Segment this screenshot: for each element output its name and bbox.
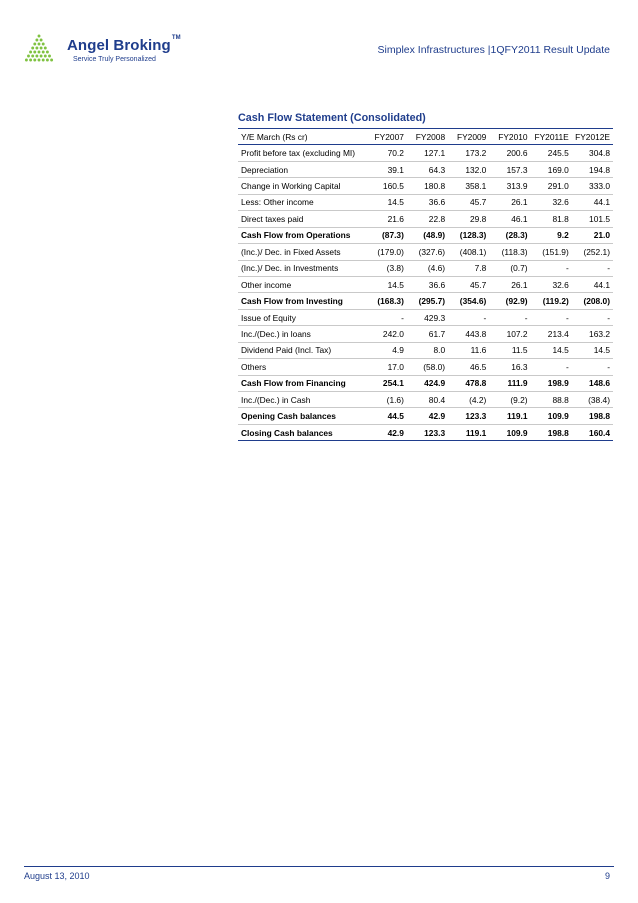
cell-value: 478.8	[448, 375, 489, 391]
cell-value: 424.9	[407, 375, 448, 391]
cell-value: 313.9	[489, 178, 530, 194]
row-label: Inc./(Dec.) in loans	[238, 326, 366, 342]
cell-value: (4.2)	[448, 392, 489, 408]
column-header-year: FY2007	[366, 129, 407, 145]
cell-value: -	[531, 359, 572, 375]
cell-value: 245.5	[531, 145, 572, 161]
cell-value: -	[489, 309, 530, 325]
table-row	[238, 359, 613, 375]
cell-value: 291.0	[531, 178, 572, 194]
cell-value: (58.0)	[407, 359, 448, 375]
cell-value: (208.0)	[572, 293, 613, 309]
cell-value: 42.9	[366, 424, 407, 440]
cell-value: 127.1	[407, 145, 448, 161]
cell-value: (1.6)	[366, 392, 407, 408]
table-row	[238, 211, 613, 227]
cell-value: 26.1	[489, 194, 530, 210]
cell-value: 14.5	[572, 342, 613, 358]
cell-value: 123.3	[407, 424, 448, 440]
cell-value: 14.5	[366, 194, 407, 210]
row-label: Opening Cash balances	[238, 408, 366, 424]
cell-value: 7.8	[448, 260, 489, 276]
brand-tagline: Service Truly Personalized	[73, 56, 156, 63]
cell-value: 198.8	[531, 424, 572, 440]
row-label: (Inc.)/ Dec. in Fixed Assets	[238, 244, 366, 260]
column-header-label: Y/E March (Rs cr)	[238, 129, 366, 145]
cell-value: 29.8	[448, 211, 489, 227]
cell-value: 358.1	[448, 178, 489, 194]
column-header-year: FY2012E	[572, 129, 613, 145]
cell-value: 11.5	[489, 342, 530, 358]
cell-value: 109.9	[489, 424, 530, 440]
row-label: (Inc.)/ Dec. in Investments	[238, 260, 366, 276]
cell-value: 22.8	[407, 211, 448, 227]
table-row	[238, 244, 613, 260]
cell-value: 46.1	[489, 211, 530, 227]
row-label: Dividend Paid (Incl. Tax)	[238, 342, 366, 358]
row-label: Cash Flow from Financing	[238, 375, 366, 391]
cell-value: 9.2	[531, 227, 572, 243]
row-label: Less: Other income	[238, 194, 366, 210]
cell-value: 198.8	[572, 408, 613, 424]
table-row	[238, 276, 613, 292]
table-row	[238, 424, 613, 440]
cash-flow-table	[238, 129, 613, 441]
cell-value: (92.9)	[489, 293, 530, 309]
table-row	[238, 227, 613, 243]
column-header-year: FY2009	[448, 129, 489, 145]
cell-value: 21.6	[366, 211, 407, 227]
cell-value: (408.1)	[448, 244, 489, 260]
cell-value: (252.1)	[572, 244, 613, 260]
cell-value: 80.4	[407, 392, 448, 408]
cell-value: (179.0)	[366, 244, 407, 260]
cell-value: -	[531, 309, 572, 325]
cell-value: (119.2)	[531, 293, 572, 309]
cell-value: 14.5	[366, 276, 407, 292]
cell-value: 44.1	[572, 276, 613, 292]
cell-value: 101.5	[572, 211, 613, 227]
row-label: Inc./(Dec.) in Cash	[238, 392, 366, 408]
cell-value: 429.3	[407, 309, 448, 325]
cell-value: 160.5	[366, 178, 407, 194]
cell-value: 173.2	[448, 145, 489, 161]
table-row	[238, 161, 613, 177]
cell-value: 242.0	[366, 326, 407, 342]
cell-value: 109.9	[531, 408, 572, 424]
cell-value: 45.7	[448, 276, 489, 292]
cell-value: 119.1	[489, 408, 530, 424]
cell-value: (168.3)	[366, 293, 407, 309]
table-row	[238, 309, 613, 325]
row-label: Change in Working Capital	[238, 178, 366, 194]
table-header-row	[238, 129, 613, 145]
cell-value: (38.4)	[572, 392, 613, 408]
table-row	[238, 194, 613, 210]
cell-value: (0.7)	[489, 260, 530, 276]
cell-value: (118.3)	[489, 244, 530, 260]
cell-value: (48.9)	[407, 227, 448, 243]
row-label: Closing Cash balances	[238, 424, 366, 440]
cell-value: 14.5	[531, 342, 572, 358]
cell-value: 11.6	[448, 342, 489, 358]
footer-rule	[24, 866, 614, 867]
cell-value: 61.7	[407, 326, 448, 342]
cell-value: 42.9	[407, 408, 448, 424]
cell-value: 32.6	[531, 194, 572, 210]
column-header-year: FY2008	[407, 129, 448, 145]
cell-value: 26.1	[489, 276, 530, 292]
cell-value: 44.5	[366, 408, 407, 424]
cell-value: 46.5	[448, 359, 489, 375]
table-row	[238, 408, 613, 424]
cell-value: 36.6	[407, 276, 448, 292]
cell-value: 45.7	[448, 194, 489, 210]
cell-value: (87.3)	[366, 227, 407, 243]
column-header-year: FY2011E	[531, 129, 572, 145]
cell-value: 443.8	[448, 326, 489, 342]
trademark-mark: TM	[171, 35, 181, 41]
cash-flow-table-section	[238, 110, 613, 441]
cell-value: 36.6	[407, 194, 448, 210]
cell-value: (3.8)	[366, 260, 407, 276]
cell-value: 17.0	[366, 359, 407, 375]
cell-value: 169.0	[531, 161, 572, 177]
cell-value: 70.2	[366, 145, 407, 161]
table-row	[238, 342, 613, 358]
cell-value: 44.1	[572, 194, 613, 210]
cell-value: (354.6)	[448, 293, 489, 309]
table-row	[238, 145, 613, 161]
cell-value: (151.9)	[531, 244, 572, 260]
cell-value: 163.2	[572, 326, 613, 342]
cell-value: 111.9	[489, 375, 530, 391]
cell-value: 198.9	[531, 375, 572, 391]
cell-value: 304.8	[572, 145, 613, 161]
cell-value: 157.3	[489, 161, 530, 177]
table-row	[238, 326, 613, 342]
cell-value: (128.3)	[448, 227, 489, 243]
cell-value: 8.0	[407, 342, 448, 358]
table-row	[238, 178, 613, 194]
row-label: Depreciation	[238, 161, 366, 177]
cell-value: (4.6)	[407, 260, 448, 276]
cell-value: -	[572, 260, 613, 276]
row-label: Cash Flow from Investing	[238, 293, 366, 309]
cell-value: -	[572, 309, 613, 325]
row-label: Others	[238, 359, 366, 375]
table-row	[238, 293, 613, 309]
row-label: Profit before tax (excluding MI)	[238, 145, 366, 161]
page-header	[0, 0, 638, 80]
page-number: 9	[604, 871, 610, 881]
angel-broking-logo	[24, 33, 184, 71]
cell-value: 160.4	[572, 424, 613, 440]
cell-value: 254.1	[366, 375, 407, 391]
cell-value: 123.3	[448, 408, 489, 424]
row-label: Other income	[238, 276, 366, 292]
cell-value: 4.9	[366, 342, 407, 358]
cell-value: -	[531, 260, 572, 276]
cell-value: 200.6	[489, 145, 530, 161]
cell-value: 16.3	[489, 359, 530, 375]
cell-value: 132.0	[448, 161, 489, 177]
brand-name: Angel Broking™	[67, 35, 181, 54]
cell-value: (295.7)	[407, 293, 448, 309]
cell-value: 333.0	[572, 178, 613, 194]
cell-value: 39.1	[366, 161, 407, 177]
cell-value: -	[448, 309, 489, 325]
row-label: Cash Flow from Operations	[238, 227, 366, 243]
cell-value: 21.0	[572, 227, 613, 243]
report-title: Simplex Infrastructures |1QFY2011 Result Update	[377, 44, 610, 56]
cell-value: (327.6)	[407, 244, 448, 260]
cell-value: 32.6	[531, 276, 572, 292]
cell-value: 81.8	[531, 211, 572, 227]
cell-value: 194.8	[572, 161, 613, 177]
row-label: Direct taxes paid	[238, 211, 366, 227]
table-row	[238, 392, 613, 408]
cell-value: 213.4	[531, 326, 572, 342]
cell-value: (28.3)	[489, 227, 530, 243]
table-title: Cash Flow Statement (Consolidated)	[238, 112, 426, 124]
cell-value: (9.2)	[489, 392, 530, 408]
cell-value: 119.1	[448, 424, 489, 440]
cell-value: 88.8	[531, 392, 572, 408]
cell-value: -	[572, 359, 613, 375]
cell-value: 107.2	[489, 326, 530, 342]
table-row	[238, 260, 613, 276]
footer-date: August 13, 2010	[24, 871, 90, 881]
table-row	[238, 375, 613, 391]
column-header-year: FY2010	[489, 129, 530, 145]
cell-value: 64.3	[407, 161, 448, 177]
cell-value: 180.8	[407, 178, 448, 194]
cell-value: 148.6	[572, 375, 613, 391]
triangle-logo-icon	[24, 33, 64, 65]
cell-value: -	[366, 309, 407, 325]
row-label: Issue of Equity	[238, 309, 366, 325]
